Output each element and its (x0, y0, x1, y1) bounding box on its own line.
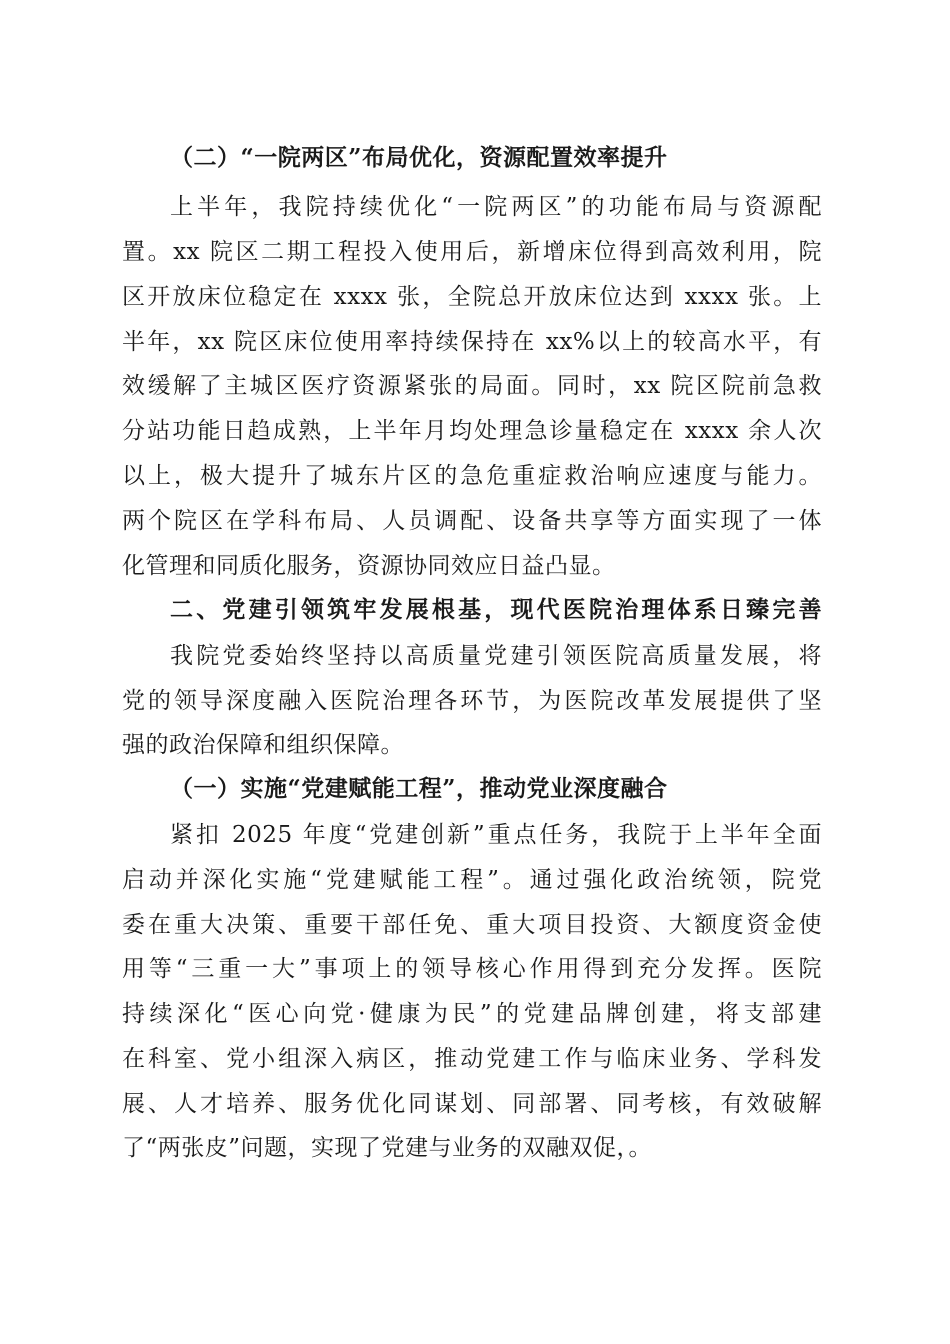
paragraph-line: 效缓解了主城区医疗资源紧张的局面。同时，xx 院区院前急救 (122, 373, 822, 399)
paragraph-line: 两个院区在学科布局、人员调配、设备共享等方面实现了一体 (122, 508, 822, 534)
paragraph-line: 半年，xx 院区床位使用率持续保持在 xx%以上的较高水平，有 (122, 329, 822, 355)
paragraph-line: 用等“三重一大”事项上的领导核心作用得到充分发挥。医院 (122, 956, 822, 982)
paragraph-line: 在科室、党小组深入病区，推动党建工作与临床业务、学科发 (122, 1046, 822, 1072)
section-heading-2: 二、党建引领筑牢发展根基，现代医院治理体系日臻完善 (170, 597, 822, 623)
paragraph-line: 化管理和同质化服务，资源协同效应日益凸显。 (122, 553, 616, 579)
paragraph-line: 分站功能日趋成熟，上半年月均处理急诊量稳定在 xxxx 余人次 (122, 418, 822, 444)
paragraph-line: 启动并深化实施“党建赋能工程”。通过强化政治统领，院党 (122, 867, 822, 893)
paragraph-line: 强的政治保障和组织保障。 (122, 732, 404, 758)
paragraph-line: 上半年，我院持续优化“一院两区”的功能布局与资源配 (170, 194, 822, 220)
paragraph-line: 委在重大决策、重要干部任免、重大项目投资、大额度资金使 (122, 912, 822, 938)
paragraph-line: 区开放床位稳定在 xxxx 张，全院总开放床位达到 xxxx 张。上 (122, 284, 822, 310)
section-heading-2-1: （一）实施“党建赋能工程”，推动党业深度融合 (170, 775, 668, 802)
section-heading-2-2: （二）“一院两区”布局优化，资源配置效率提升 (170, 144, 668, 171)
paragraph-line: 紧扣 2025 年度“党建创新”重点任务，我院于上半年全面 (170, 822, 822, 848)
paragraph-line: 了“两张皮”问题，实现了党建与业务的双融双促，。 (122, 1135, 653, 1161)
paragraph-line: 置。xx 院区二期工程投入使用后，新增床位得到高效利用，院 (122, 239, 822, 265)
paragraph-line: 展、人才培养、服务优化同谋划、同部署、同考核，有效破解 (122, 1091, 822, 1117)
paragraph-line: 党的领导深度融入医院治理各环节，为医院改革发展提供了坚 (122, 688, 822, 714)
paragraph-line: 我院党委始终坚持以高质量党建引领医院高质量发展，将 (170, 643, 822, 669)
paragraph-line: 以上，极大提升了城东片区的急危重症救治响应速度与能力。 (122, 463, 822, 489)
paragraph-line: 持续深化“医心向党·健康为民”的党建品牌创建，将支部建 (122, 1001, 822, 1027)
